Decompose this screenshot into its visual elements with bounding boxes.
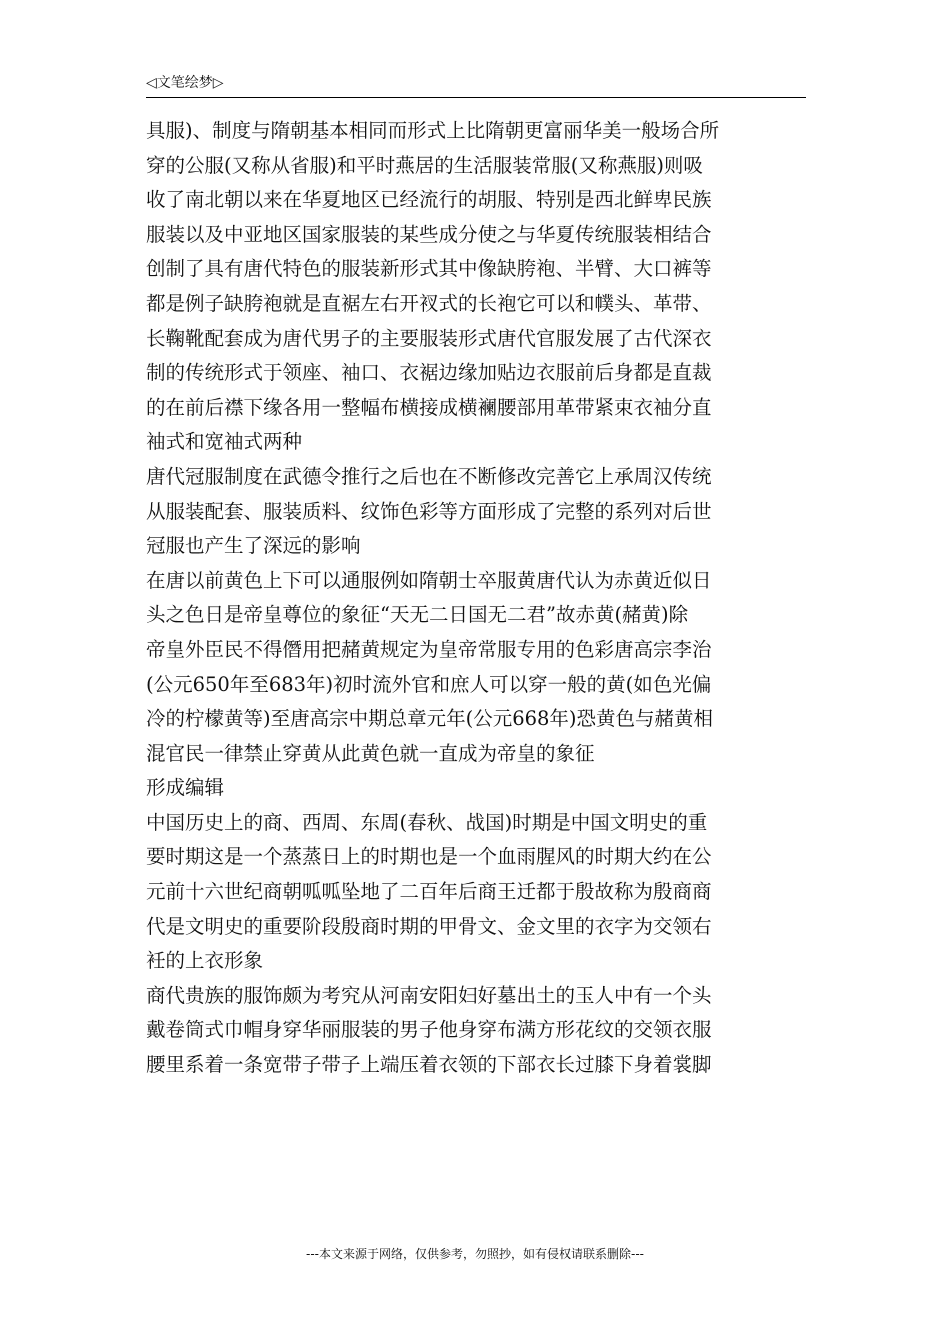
text-line: 头之色日是帝皇尊位的象征“天无二日国无二君”故赤黄(赭黄)除 (146, 603, 689, 627)
footer-disclaimer: ---本文来源于网络，仅供参考，勿照抄，如有侵权请联系删除--- (306, 1247, 644, 1261)
text-line: 腰里系着一条宽带子带子上端压着衣领的下部衣长过膝下身着裳脚 (146, 1053, 712, 1077)
text-line: 长鞠靴配套成为唐代男子的主要服装形式唐代官服发展了古代深衣 (146, 326, 712, 350)
text-line: 服装以及中亚地区国家服装的某些成分使之与华夏传统服装相结合 (146, 222, 712, 246)
text-line: 冷的柠檬黄等)至唐高宗中期总章元年(公元668年)恐黄色与赭黄相 (146, 707, 714, 731)
text-line: 冠服也产生了深远的影响 (146, 534, 361, 558)
text-line: 具服)、制度与隋朝基本相同而形式上比隋朝更富丽华美一般场合所 (146, 119, 720, 142)
text-line: 衽的上衣形象 (146, 949, 264, 973)
text-line: 元前十六世纪商朝呱呱坠地了二百年后商王迁都于殷故称为殷商商 (146, 880, 712, 904)
text-line: 混官民一律禁止穿黄从此黄色就一直成为帝皇的象征 (146, 741, 595, 765)
text-line: 都是例子缺胯袍就是直裾左右开衩式的长袍它可以和幞头、革带、 (146, 291, 712, 315)
header-title: ◁文笔绘梦▷ (146, 75, 224, 91)
text-line: 创制了具有唐代特色的服装新形式其中像缺胯袍、半臂、大口裤等 (146, 257, 712, 281)
text-line: 中国历史上的商、西周、东周(春秋、战国)时期是中国文明史的重 (146, 810, 708, 834)
text-line: 唐代冠服制度在武德令推行之后也在不断修改完善它上承周汉传统 (146, 464, 712, 488)
text-line: 帝皇外臣民不得僭用把赭黄规定为皇帝常服专用的色彩唐高宗李治 (146, 637, 712, 661)
page-header (146, 72, 806, 98)
text-line: 袖式和宽袖式两种 (146, 430, 303, 454)
text-line: 收了南北朝以来在华夏地区已经流行的胡服、特别是西北鲜卑民族 (146, 188, 712, 212)
text-line: 的在前后襟下缘各用一整幅布横接成横襕腰部用革带紧束衣袖分直 (146, 395, 712, 419)
text-line: 在唐以前黄色上下可以通服例如隋朝士卒服黄唐代认为赤黄近似日 (146, 568, 712, 592)
text-line: 形成编辑 (146, 776, 225, 800)
document-body (146, 114, 811, 1083)
text-line: 戴卷筒式巾帽身穿华丽服装的男子他身穿布满方形花纹的交领衣服 (146, 1018, 712, 1042)
header-divider (146, 97, 806, 98)
text-line: 代是文明史的重要阶段殷商时期的甲骨文、金文里的衣字为交领右 (146, 914, 712, 938)
text-line: (公元650年至683年)初时流外官和庶人可以穿一般的黄(如色光偏 (146, 672, 712, 696)
text-line: 穿的公服(又称从省服)和平时燕居的生活服装常服(又称燕服)则吸 (146, 153, 703, 177)
text-line: 商代贵族的服饰颇为考究从河南安阳妇好墓出土的玉人中有一个头 (146, 983, 712, 1007)
text-line: 制的传统形式于领座、袖口、衣裾边缘加贴边衣服前后身都是直裁 (146, 361, 712, 385)
text-line: 要时期这是一个蒸蒸日上的时期也是一个血雨腥风的时期大约在公 (146, 845, 712, 869)
text-line: 从服装配套、服装质料、纹饰色彩等方面形成了完整的系列对后世 (146, 499, 712, 523)
